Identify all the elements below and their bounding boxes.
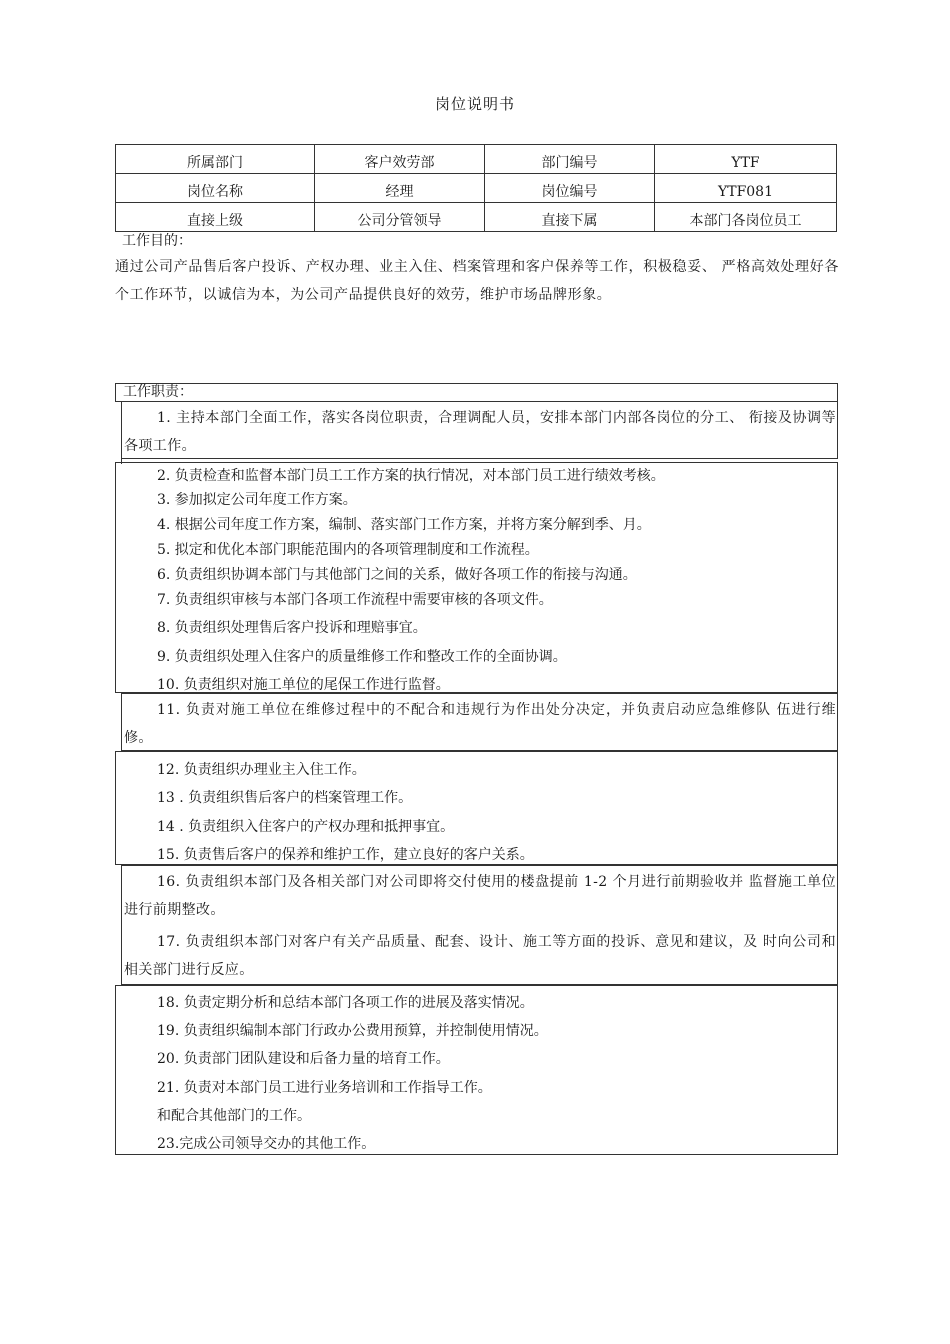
- duty-item-22: 和配合其他部门的工作。: [157, 1108, 311, 1124]
- duty-item-10: 10. 负责组织对施工单位的尾保工作进行监督。: [157, 677, 450, 693]
- table-cell: 直接上级: [116, 203, 315, 232]
- duty-item-17: 17. 负责组织本部门对客户有关产品质量、配套、设计、施工等方面的投诉、意见和建议，及 时向公司和相关部门进行反应。: [124, 934, 836, 978]
- duty-item-13: 13 . 负责组织售后客户的档案管理工作。: [157, 790, 413, 806]
- duty-item-6: 6. 负责组织协调本部门与其他部门之间的关系，做好各项工作的衔接与沟通。: [157, 567, 637, 583]
- table-cell: 岗位名称: [116, 174, 315, 203]
- duty-item-7: 7. 负责组织审核与本部门各项工作流程中需要审核的各项文件。: [157, 592, 553, 608]
- duty-item-18: 18. 负责定期分析和总结本部门各项工作的进展及落实情况。: [157, 995, 534, 1011]
- duty-item-4: 4. 根据公司年度工作方案，编制、落实部门工作方案，并将方案分解到季、月。: [157, 517, 651, 533]
- duty-item-15: 15. 负责售后客户的保养和维护工作，建立良好的客户关系。: [157, 847, 534, 863]
- duty-item-19: 19. 负责组织编制本部门行政办公费用预算，并控制使用情况。: [157, 1023, 548, 1039]
- duty-item-2: 2. 负责检查和监督本部门员工工作方案的执行情况，对本部门员工进行绩效考核。: [157, 468, 665, 484]
- table-cell: 本部门各岗位员工: [655, 203, 837, 232]
- duty-item-5: 5. 拟定和优化本部门职能范围内的各项管理制度和工作流程。: [157, 542, 539, 558]
- purpose-text: 通过公司产品售后客户投诉、产权办理、业主入住、档案管理和客户保养等工作，积极稳妥、 严格高效处理好各个工作环节，以诚信为本，为公司产品提供良好的效劳，维护市场品牌形象。: [115, 259, 839, 303]
- table-cell: 部门编号: [485, 145, 655, 174]
- table-cell: YTF: [655, 145, 837, 174]
- duty-item-21: 21. 负责对本部门员工进行业务培训和工作指导工作。: [157, 1080, 492, 1096]
- purpose-label: 工作目的：: [122, 233, 192, 249]
- table-row: [116, 203, 837, 232]
- duty-item-9: 9. 负责组织处理入住客户的质量维修工作和整改工作的全面协调。: [157, 649, 567, 665]
- margin-tick: [121, 458, 122, 464]
- job-info-table: [115, 144, 837, 232]
- table-cell: 所属部门: [116, 145, 315, 174]
- duty-item-8: 8. 负责组织处理售后客户投诉和理赔事宜。: [157, 620, 427, 636]
- table-cell: 客户效劳部: [315, 145, 485, 174]
- duty-item-16: 16. 负责组织本部门及各相关部门对公司即将交付使用的楼盘提前 1-2 个月进行前期验收并 监督施工单位进行前期整改。: [124, 874, 836, 918]
- table-cell: YTF081: [655, 174, 837, 203]
- table-row: [116, 174, 837, 203]
- table-cell: 岗位编号: [485, 174, 655, 203]
- duty-item-23: 23.完成公司领导交办的其他工作。: [157, 1136, 376, 1152]
- page-title: 岗位说明书: [434, 95, 515, 113]
- table-row: [116, 145, 837, 174]
- table-cell: 公司分管领导: [315, 203, 485, 232]
- duty-item-12: 12. 负责组织办理业主入住工作。: [157, 762, 366, 778]
- duty-item-1: 1. 主持本部门全面工作，落实各岗位职责，合理调配人员，安排本部门内部各岗位的分工、 衔接及协调等各项工作。: [124, 410, 836, 454]
- duty-item-14: 14 . 负责组织入住客户的产权办理和抵押事宜。: [157, 819, 455, 835]
- duty-item-20: 20. 负责部门团队建设和后备力量的培育工作。: [157, 1051, 450, 1067]
- duty-item-3: 3. 参加拟定公司年度工作方案。: [157, 492, 357, 508]
- table-cell: 经理: [315, 174, 485, 203]
- duty-item-11: 11. 负责对施工单位在维修过程中的不配合和违规行为作出处分决定，并负责启动应急维修队 伍进行维修。: [124, 702, 836, 746]
- duties-header-box: [115, 383, 838, 402]
- duties-label: 工作职责：: [123, 384, 193, 400]
- table-cell: 直接下属: [485, 203, 655, 232]
